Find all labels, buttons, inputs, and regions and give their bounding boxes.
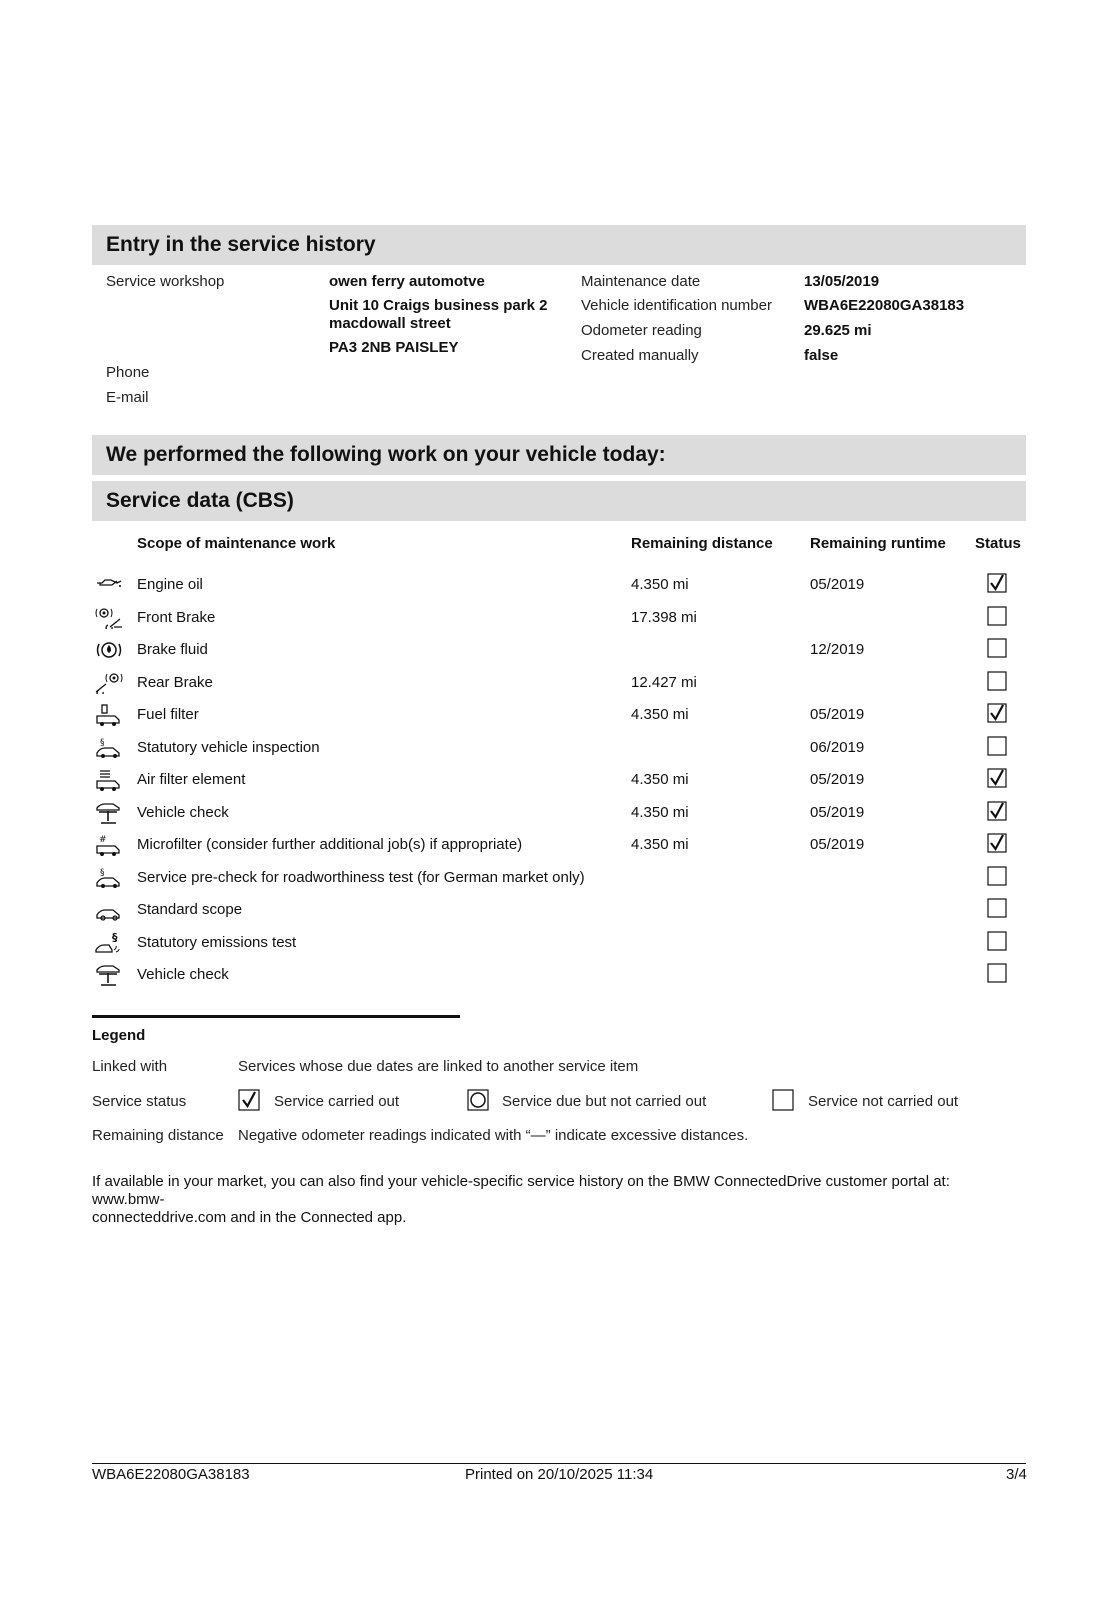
service-workshop-label: Service workshop <box>106 273 225 290</box>
service-item-name: Rear Brake <box>137 673 213 691</box>
empty-box-icon <box>772 1089 794 1111</box>
status-unchecked-icon <box>987 866 1007 886</box>
service-item-name: Vehicle check <box>137 966 229 983</box>
air-filter-icon <box>94 769 124 791</box>
legend-service-status-label: Service status <box>92 1093 187 1110</box>
workshop-address-line1: Unit 10 Craigs business park 2 <box>329 297 548 314</box>
remaining-runtime: 06/2019 <box>810 738 865 756</box>
service-history-header <box>92 225 1026 265</box>
service-item-name: Service pre-check for roadworthiness test (for German market only) <box>137 868 585 886</box>
legend-divider <box>92 1015 460 1018</box>
svg-text:§: § <box>100 737 105 748</box>
portal-note-line2: connecteddrive.com and in the Connected app. <box>92 1209 407 1226</box>
odometer-value: 29.625 mi <box>804 322 872 339</box>
maintenance-date-label: Maintenance date <box>581 273 701 290</box>
legend-linked-with-label: Linked with <box>92 1058 168 1075</box>
remaining-distance: 4.350 mi <box>631 576 689 593</box>
lift-icon <box>94 964 124 986</box>
table-row <box>0 607 1116 637</box>
service-item-name: Air filter element <box>137 771 246 788</box>
service-data-title: Service data (CBS) <box>106 489 294 512</box>
service-item-name: Front Brake <box>137 608 216 626</box>
table-row <box>0 639 1116 669</box>
service-item-name: Brake fluid <box>137 641 208 658</box>
table-row <box>0 932 1116 962</box>
workshop-address-line2: macdowall street <box>329 315 451 332</box>
footer-divider <box>92 1463 1026 1464</box>
vin-label: Vehicle identification number <box>581 297 772 314</box>
table-row <box>0 964 1116 994</box>
portal-note-line1: If available in your market, you can also find your vehicle-specific service history on the BMW ConnectedDrive customer portal at: www.bmw- <box>92 1173 950 1208</box>
remaining-runtime: 05/2019 <box>810 576 865 593</box>
legend-carried-out: Service carried out <box>274 1093 400 1110</box>
section-title: Entry in the service history <box>106 233 376 256</box>
column-header-status: Status <box>975 535 1021 552</box>
status-unchecked-icon <box>987 963 1007 983</box>
phone-label: Phone <box>106 364 150 381</box>
remaining-runtime: 05/2019 <box>810 836 865 853</box>
column-header-runtime: Remaining runtime <box>810 535 946 552</box>
legend-title: Legend <box>92 1027 146 1044</box>
column-header-distance: Remaining distance <box>631 535 773 552</box>
status-unchecked-icon <box>987 898 1007 918</box>
legend-remaining-distance-text: Negative odometer readings indicated with “—” indicate excessive distances. <box>238 1127 749 1144</box>
remaining-distance: 17.398 mi <box>631 608 697 626</box>
vin-value: WBA6E22080GA38183 <box>804 297 965 314</box>
status-unchecked-icon <box>987 638 1007 658</box>
legend-due-not-carried-out: Service due but not carried out <box>502 1093 707 1110</box>
table-row <box>0 574 1116 604</box>
table-row <box>0 802 1116 832</box>
table-row <box>0 899 1116 929</box>
service-item-name: Vehicle check <box>137 803 229 821</box>
legend-not-carried-out: Service not carried out <box>808 1093 959 1110</box>
rear-brake-icon <box>94 672 124 694</box>
created-manually-label: Created manually <box>581 347 699 364</box>
service-item-name: Engine oil <box>137 576 203 593</box>
status-unchecked-icon <box>987 671 1007 691</box>
maintenance-date-value: 13/05/2019 <box>804 273 880 290</box>
remaining-runtime: 05/2019 <box>810 803 865 821</box>
fuel-filter-icon <box>94 704 124 726</box>
status-unchecked-icon <box>987 736 1007 756</box>
workshop-name: owen ferry automotve <box>329 273 485 290</box>
remaining-distance: 4.350 mi <box>631 836 689 853</box>
svg-text:§: § <box>100 867 105 878</box>
inspection-car-icon <box>94 737 124 759</box>
service-item-name: Statutory vehicle inspection <box>137 738 320 756</box>
odometer-label: Odometer reading <box>581 322 702 339</box>
inspection-car-icon <box>94 867 124 889</box>
portal-note <box>92 1173 1026 1227</box>
status-checked-icon <box>987 573 1007 593</box>
service-item-name: Fuel filter <box>137 706 199 723</box>
remaining-distance: 12.427 mi <box>631 673 697 691</box>
svg-text:§: § <box>112 931 118 944</box>
microfilter-icon <box>94 834 124 856</box>
table-row <box>0 737 1116 767</box>
status-checked-icon <box>987 703 1007 723</box>
work-performed-title: We performed the following work on your vehicle today: <box>106 443 666 466</box>
status-checked-icon <box>987 833 1007 853</box>
service-data-header <box>92 481 1026 521</box>
table-row <box>0 704 1116 734</box>
remaining-distance: 4.350 mi <box>631 803 689 821</box>
email-label: E-mail <box>106 389 149 406</box>
table-row <box>0 834 1116 864</box>
brake-fluid-icon <box>94 639 124 661</box>
front-brake-icon <box>94 607 124 629</box>
service-item-name: Microfilter (consider further additional job(s) if appropriate) <box>137 836 523 853</box>
table-row <box>0 769 1116 799</box>
checked-box-icon <box>238 1089 260 1111</box>
service-item-name: Statutory emissions test <box>137 933 297 951</box>
footer-vin: WBA6E22080GA38183 <box>92 1466 250 1483</box>
remaining-distance: 4.350 mi <box>631 706 689 723</box>
work-performed-header <box>92 435 1026 475</box>
status-unchecked-icon <box>987 931 1007 951</box>
legend-linked-with-text: Services whose due dates are linked to another service item <box>238 1058 639 1075</box>
remaining-distance: 4.350 mi <box>631 771 689 788</box>
legend-remaining-distance-label: Remaining distance <box>92 1127 224 1144</box>
emissions-icon <box>94 932 124 954</box>
due-box-icon <box>467 1089 489 1111</box>
car-icon <box>94 899 124 921</box>
table-row <box>0 672 1116 702</box>
service-item-name: Standard scope <box>137 901 243 918</box>
remaining-runtime: 12/2019 <box>810 641 865 658</box>
footer-printed: Printed on 20/10/2025 11:34 <box>465 1466 654 1483</box>
status-checked-icon <box>987 801 1007 821</box>
workshop-address-line3: PA3 2NB PAISLEY <box>329 339 459 356</box>
table-row <box>0 867 1116 897</box>
lift-icon <box>94 802 124 824</box>
oil-can-icon <box>94 574 124 596</box>
created-manually-value: false <box>804 347 839 364</box>
footer-page-number: 3/4 <box>1006 1466 1027 1483</box>
status-unchecked-icon <box>987 606 1007 626</box>
status-checked-icon <box>987 768 1007 788</box>
column-header-scope: Scope of maintenance work <box>137 535 336 552</box>
remaining-runtime: 05/2019 <box>810 706 865 723</box>
remaining-runtime: 05/2019 <box>810 771 865 788</box>
svg-text:#: # <box>99 835 107 845</box>
